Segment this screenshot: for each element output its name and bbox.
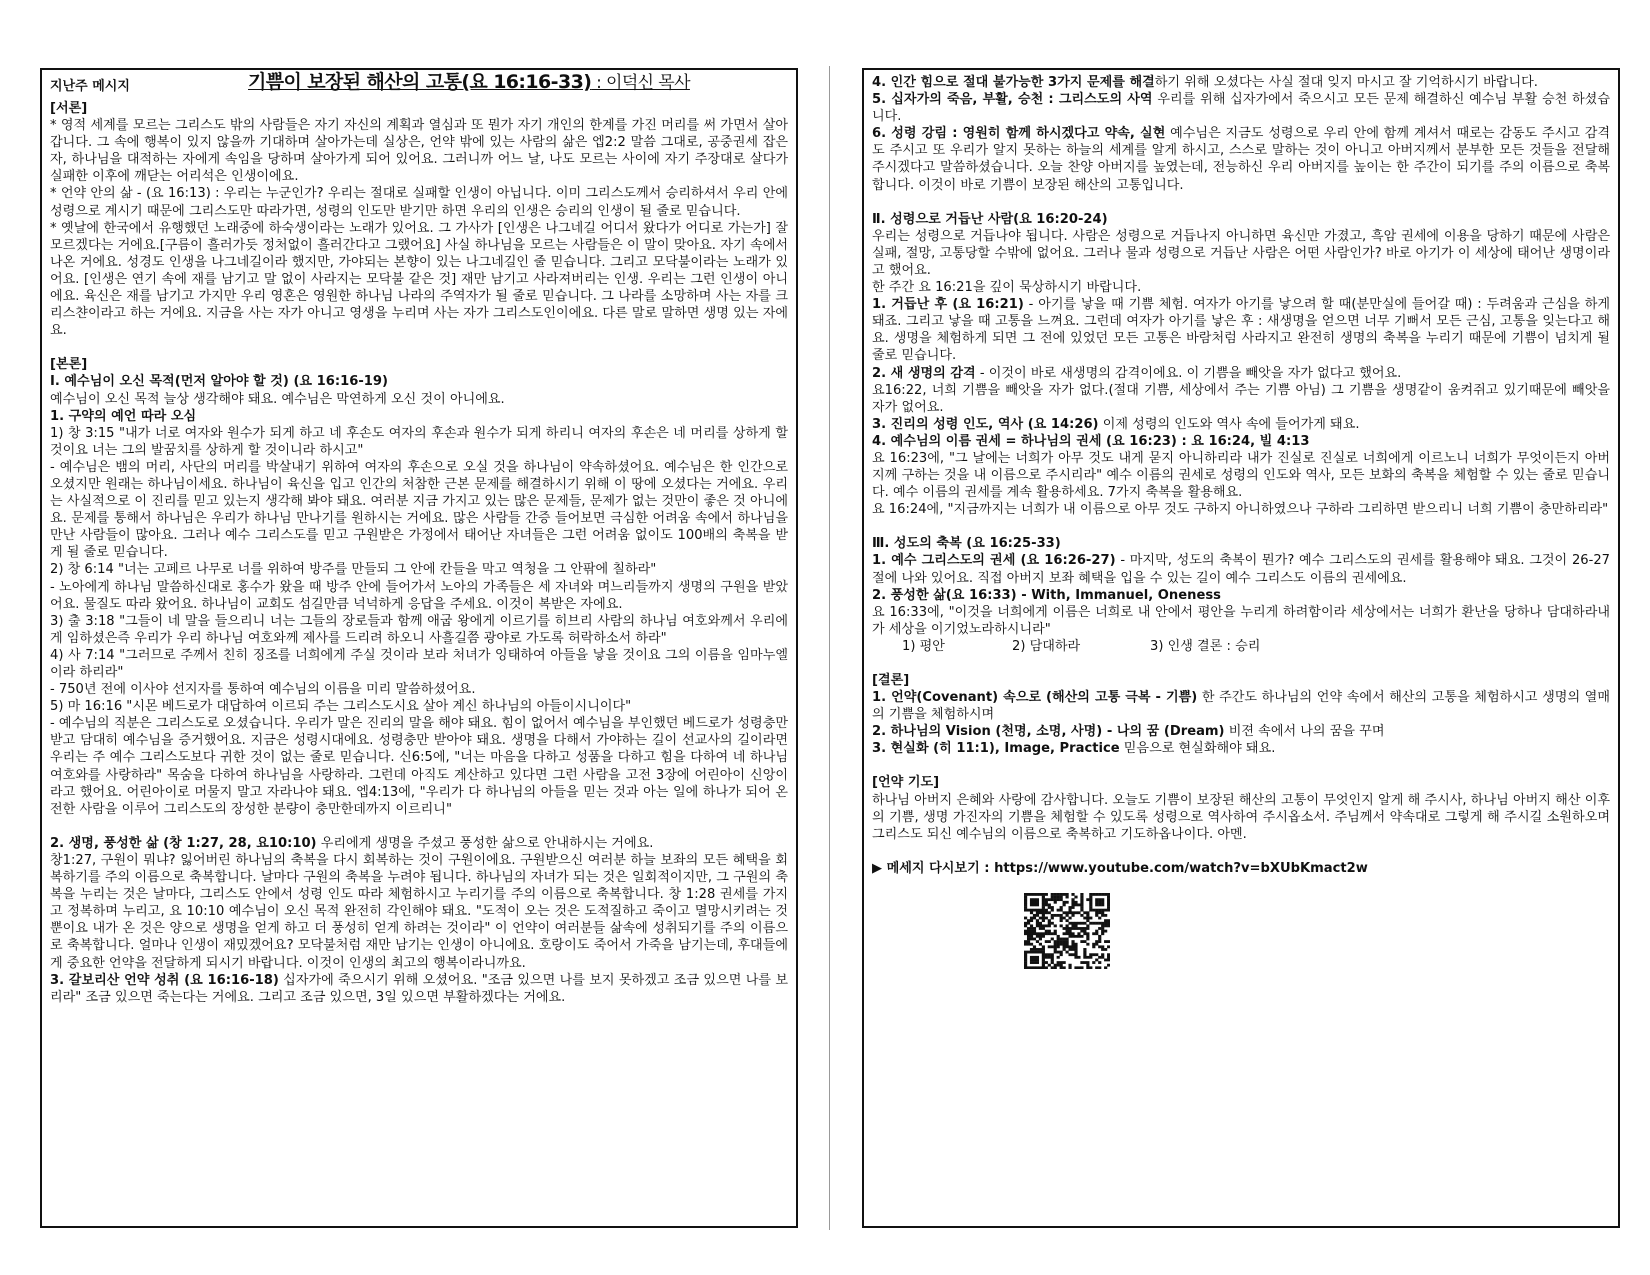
paragraph [872,296,1610,364]
application-item: 3) 인생 결론 : 승리 [1150,638,1261,654]
paragraph-text: - 예수님은 뱀의 머리, 사단의 머리를 박살내기 위하여 여자의 후손으로 오실 것을 하나님이 약속하셨어요. 예수님은 한 인간으로 오셨지만 원래는 하나님이세요. 하나님이 육신을 입고 인간의 처참한 근본 문제를 해결하시기 위해 이 땅에 오셨다는 거에요. 우리는 사실적으로 이 진리를 믿고 있는지 생각해 봐야 돼요. 여러분 지금 가지고 있는 많은 문제들, 문제가 없는 것만이 좋은 것 아니에요. 문제를 통해서 하나님은 우리가 하나님 만나기를 원하시는 거에요. 많은 사람들 간증 들어보면 극심한 어려움 속에서 하나님을 만난 사람들이 많아요. 그러나 예수 그리스도를 믿고 구원받은 가정에서 태어난 자녀들은 그런 어려움 없이도 100배의 축복을 받게 될 줄로 믿습니다. [50,459,788,561]
paragraph [872,689,1610,723]
paragraph [872,792,1610,843]
spacer [50,818,788,835]
sermon-author: : 이덕신 목사 [591,73,690,93]
paragraph [872,450,1610,501]
paragraph [872,552,1610,586]
paragraph-text: - 이것이 바로 새생명의 감격이에요. 이 기쁨을 빼앗을 자가 없다고 했어요. [975,365,1402,381]
paragraph [50,117,788,185]
spacer [50,339,788,356]
paragraph [50,579,788,613]
paragraph [50,647,788,681]
section-heading: [결론] [872,673,910,688]
paragraph-text: - 750년 전에 이사야 선지자를 통하여 예수님의 이름을 미리 말씀하셨어요. [50,682,476,698]
paragraph [50,835,788,852]
paragraph [50,852,788,972]
spacer [872,518,1610,535]
inline-heading: 1. 언약(Covenant) 속으로 (해산의 고통 극복 - 기쁨) [872,690,1198,706]
section-heading: Ⅰ. 예수님이 오신 목적(먼저 알아야 할 것) (요 16:16-19) [50,374,388,390]
paragraph-text: 우리에게 생명을 주셨고 풍성한 삶으로 안내하시는 거에요. [316,835,654,851]
section-heading: Ⅱ. 성령으로 거듭난 사람(요 16:20-24) [872,211,1108,227]
paragraph-text: * 언약 안의 삶 - (요 16:13) : 우리는 누군인가? 우리는 절대로 실패할 인생이 아닙니다. 이미 그리스도께서 승리하셔서 우리 안에 성령으로 계시기 때문에 그리스도만 따라가면, 성령의 인도만 받기만 하면 우리의 인생은 승리의 인생이 될 줄로 믿습니다. [50,186,788,219]
paragraph-text: - 아기를 낳을 때 기쁨 체험. 여자가 아기를 낳으려 할 때(분만실에 들어갈 때) : 두려움과 근심을 하게 돼죠. 그리고 낳을 때 고통을 느껴요. 그런데 여자가 아기를 낳은 후 : 새생명을 얻으면 너무 기뻐서 모든 근심, 고통을 잊는다고 해요. 생명을 체험하게 되면 그 전에 있었던 모든 고통은 바람처럼 사라지고 완전히 생명의 축복을 누리기 때문에 기쁨이 넘치게 될 줄로 믿습니다. [872,297,1610,364]
paragraph [50,715,788,818]
application-item: 2) 담대하라 [1012,638,1081,654]
spacer [872,655,1610,672]
paragraph-text: 우리를 위해 십자가에서 죽으시고 모든 문제 해결하신 예수님 부활 승천 하셨습니다. [872,92,1610,125]
inline-heading: 4. 인간 힘으로 절대 불가능한 3가지 문제를 해결 [872,75,1155,90]
section-heading: ▶ 메세지 다시보기 : https://www.youtube.com/watch?v=bXUbKmact2w [872,860,1368,876]
paragraph [872,279,1610,296]
inline-heading: 2. 하나님의 Vision (천명, 소명, 사명) - 나의 꿈 (Dream) [872,724,1225,740]
paragraph-text: 하기 위해 오셨다는 사실 절대 잊지 마시고 잘 기억하시기 바랍니다. [1154,75,1538,90]
paragraph-text: 우리는 성령으로 거듭나야 됩니다. 사람은 성령으로 거듭나지 아니하면 육신만 가졌고, 흑암 권세에 이용을 당하기 때문에 사람은 실패, 절망, 고통당할 수밖에 없어요. 그러나 물과 성령으로 거듭난 사람은 어떤 사람인가? 바로 아기가 이 세상에 태어난 생명이라고 했어요. [872,228,1610,278]
paragraph [872,91,1610,125]
paragraph-text: 예수님은 지금도 성령으로 우리 안에 함께 계셔서 때로는 감동도 주시고 감격도 주시고 또 우리가 알지 못하는 하늘의 세계를 알게 하시고, 스스로 말하는 것이 아니고 아버지께서 분부한 모든 것들을 전달해 주시겠다고 말씀하셨습니다. 오늘 찬양 아버지를 높였는데, 전능하신 우리 아버지를 높이는 한 주간이 되기를 주의 이름으로 축복합니다. 이것이 바로 기쁨이 보장된 해산의 고통입니다. [872,126,1611,193]
inline-heading: 5. 십자가의 죽음, 부활, 승천 : 그리스도의 사역 [872,92,1153,108]
paragraph [872,382,1610,416]
paragraph-text: 1) 창 3:15 "내가 너로 여자와 원수가 되게 하고 네 후손도 여자의 후손과 원수가 되게 하리니 여자의 후손은 네 머리를 상하게 할 것이요 너는 그의 발꿈치를 상하게 할 것이니라 하시고" [50,425,788,458]
paragraph [872,74,1610,91]
paragraph-text: 5) 마 16:16 "시몬 베드로가 대답하여 이르되 주는 그리스도시요 살아 계신 하나님의 아들이시니이다" [50,699,632,715]
paragraph-text: 이제 성령의 인도와 역사 속에 들어가게 돼요. [1098,416,1360,432]
paragraph [50,459,788,562]
message-header [50,71,788,100]
right-column [862,68,1620,1228]
inline-heading: 1. 거듭난 후 (요 16:21) [872,297,1024,313]
paragraph-text: 예수님이 오신 목적 늘상 생각해야 돼요. 예수님은 막연하게 오신 것이 아니에요. [50,391,505,407]
paragraph [872,740,1610,757]
paragraph [50,613,788,647]
application-item: 1) 평안 [902,638,945,654]
section-label: 지난주 메시지 [50,79,130,94]
paragraph [872,365,1610,382]
section-heading: [서론] [50,101,88,116]
inline-heading: 6. 성령 강림 : 영원히 함께 하시겠다고 약속, 실현 [872,126,1166,142]
spacer [872,194,1610,211]
paragraph [50,391,788,408]
paragraph-text: 요 16:24에, "지금까지는 너희가 내 이름으로 아무 것도 구하지 아니하였으나 구하라 그리하면 받으리니 너희 기쁨이 충만하리라" [872,502,1609,518]
paragraph-text: 2) 창 6:14 "너는 고페르 나무로 너를 위하여 방주를 만들되 그 안에 칸들을 막고 역청을 그 안팎에 칠하라" [50,562,657,578]
paragraph-text: - 마지막, 성도의 축복이 뭔가? 예수 그리스도의 권세를 활용해야 돼요. 그것이 26-27절에 나와 있어요. 직접 아버지 보좌 혜택을 입을 수 있는 길이 예수 그리스도 이름의 권세에요. [872,553,1610,586]
right-body [872,74,1610,969]
paragraph-text: 요16:22, 너희 기쁨을 빼앗을 자가 없다.(절대 기쁨, 세상에서 주는 기쁨 아님) 그 기쁨을 생명같이 움켜쥐고 있기때문에 빼앗을 자가 없어요. [872,382,1610,415]
paragraph [872,125,1610,193]
paragraph-text: 믿음으로 현실화해야 돼요. [1119,741,1276,757]
paragraph-text: 하나님 아버지 은혜와 사랑에 감사합니다. 오늘도 기쁨이 보장된 해산의 고통이 무엇인지 알게 해 주시사, 하나님 아버지 해산 이후의 기쁨, 생명 가진자의 기쁨을 체험할 수 있도록 성령으로 역사하여 주시옵소서. 주님께서 약속대로 그렇게 해 주시길 소원하오며 그리스도 되신 예수님의 이름으로 축복하고 기도하옵나이다. 아멘. [872,792,1610,842]
page-divider [829,66,830,1230]
paragraph [872,416,1610,433]
paragraph-text: 비젼 속에서 나의 꿈을 꾸며 [1224,724,1385,740]
qr-code-icon [872,893,1610,969]
paragraph-text: * 영적 세계를 모르는 그리스도 밖의 사람들은 자기 자신의 계획과 열심과 또 뭔가 자기 개인의 한계를 가진 머리를 써 가면서 살아갑니다. 그 속에 행복이 있지 않을까 기대하며 살아가는데 실상은, 언약 밖에 있는 사람의 삶은 엡2:2 말씀 그대로, 공중권세 잡은자, 하나님을 대적하는 자에게 속임을 당하며 살아가게 되어 있어요. 그러니까 어느 날, 나도 모르는 사이에 자기 주장대로 살다가 실패한 이후에 깨닫는 어리석은 인생이에요. [50,118,788,185]
section-heading: [본론] [50,357,88,373]
application-list [872,638,1610,655]
section-heading: 4. 예수님의 이름 권세 = 하나님의 권세 (요 16:23) : 요 16:24, 빌 4:13 [872,433,1310,449]
paragraph-text: * 옛날에 한국에서 유행했던 노래중에 하숙생이라는 노래가 있어요. 그 가사가 [인생은 나그네길 어디서 왔다가 어디로 가는가] 잘 모르겠다는 거에요.[구름이 흘러가듯 정처없이 흘러간다고 그랬어요] 사실 하나님을 모르는 사람들은 이 말이 맞아요. 자기 속에서 나온 거에요. 성경도 인생을 나그네길이라 했지만, 가야되는 본향이 있는 나그네길인 줄 믿습니다. 그리고 모닥불이라는 노래가 있어요. [인생은 연기 속에 재를 남기고 말 없이 사라지는 모닥불 같은 것] 재만 남기고 사라져버리는 인생. 우리는 그런 인생이 아니에요. 육신은 재를 남기고 가지만 우리 영혼은 영원한 하나님 나라의 주역자가 될 줄로 믿습니다. 그 나라를 소망하며 사는 자를 크리스챤이라고 하는 거에요. 지금을 사는 자가 아니고 영생을 누리며 사는 자가 그리스도인이에요. 다른 말로 말하면 생명 있는 자에요. [50,220,788,339]
paragraph-text: 요 16:33에, "이것을 너희에게 이름은 너희로 내 안에서 평안을 누리게 하려함이라 세상에서는 너희가 환난을 당하나 담대하라내가 세상을 이기었노라하시니라" [872,604,1610,637]
paragraph [872,723,1610,740]
paragraph [50,185,788,219]
paragraph-text: - 노아에게 하나님 말씀하신대로 홍수가 왔을 때 방주 안에 들어가서 노아의 가족들은 세 자녀와 며느리들까지 생명의 구원을 받았어요. 물질도 따라 왔어요. 하나님이 교회도 섬길만큼 넉넉하게 응답을 주세요. 이것이 복받은 자에요. [50,579,788,612]
paragraph-text: 4) 사 7:14 "그러므로 주께서 친히 징조를 너희에게 주실 것이라 보라 처녀가 잉태하여 아들을 낳을 것이요 그의 이름을 임마누엘이라 하리라" [50,647,788,680]
inline-heading: 3. 진리의 성령 인도, 역사 (요 14:26) [872,416,1099,432]
paragraph [50,698,788,715]
left-column [40,68,798,1228]
spacer [872,843,1610,860]
section-heading: Ⅲ. 성도의 축복 (요 16:25-33) [872,536,1061,552]
section-heading: 1. 구약의 예언 따라 오심 [50,408,197,424]
inline-heading: 3. 현실화 (히 11:1), Image, Practice [872,741,1120,757]
inline-heading: 2. 생명, 풍성한 삶 (창 1:27, 28, 요10:10) [50,835,317,851]
inline-heading: 3. 갈보리산 언약 성취 (요 16:16-18) [50,972,279,988]
paragraph [50,972,788,1006]
paragraph [50,425,788,459]
paragraph-text: - 예수님의 직분은 그리스도로 오셨습니다. 우리가 말은 진리의 말을 해야 돼요. 힘이 없어서 예수님을 부인했던 베드로가 성령충만 받고 담대히 예수님을 증거했어요. 지금은 성령시대에요. 성령충만 받아야 돼요. 생명을 다해서 가야하는 길이 선교사의 길이라면 우리는 주 예수 그리스도보다 귀한 것이 없는 줄로 믿습니다. 신6:5에, "너는 마음을 다하고 성품을 다하고 힘을 다하여 네 하나님 여호와를 사랑하라" 목숨을 다하여 하나님을 사랑하라. 그런데 아직도 계산하고 있다면 그런 사람을 고전 3장에 어린아이 신앙이라고 했어요. 어린아이로 머물지 말고 자라나야 돼요. 엡4:13에, "우리가 다 하나님의 아들을 믿는 것과 아는 일에 하나가 되어 온전한 사람을 이루어 그리스도의 장성한 분량이 충만한데까지 이르리니" [50,716,788,817]
left-body [50,100,788,1006]
sermon-title: 기쁨이 보장된 해산의 고통(요 16:16-33) : 이덕신 목사 [248,71,690,93]
paragraph-text: 한 주간 요 16:21을 깊이 묵상하시기 바랍니다. [872,280,1142,296]
inline-heading: 2. 새 생명의 감격 [872,365,976,381]
section-heading: [언약 기도] [872,775,940,791]
paragraph-text: 십자가에 죽으시기 위해 오셨어요. "조금 있으면 나를 보지 못하겠고 조금 있으면 나를 보리라" 조금 있으면 죽는다는 거에요. 그리고 조금 있으면, 3일 있으면 부활하겠다는 거에요. [50,972,788,1005]
paragraph [872,501,1610,518]
section-heading: 2. 풍성한 삶(요 16:33) - With, Immanuel, Oneness [872,587,1221,603]
paragraph-text: 요 16:23에, "그 날에는 너희가 아무 것도 내게 묻지 아니하리라 내가 진실로 진실로 너희에게 이르노니 너희가 무엇이든지 아버지께 구하는 것을 내 이름으로 주시리라" 예수 이름의 권세로 성령의 인도와 역사, 모든 보화의 축복을 체험할 수 있는 줄로 믿습니다. 예수 이름의 권세를 계속 활용하세요. 7가지 축복을 활용해요. [872,450,1610,501]
paragraph-text: 한 주간도 하나님의 언약 속에서 해산의 고통을 체험하시고 생명의 열매의 기쁨을 체험하시며 [872,690,1610,723]
paragraph [50,561,788,578]
paragraph-text: 3) 출 3:18 "그들이 네 말을 들으리니 너는 그들의 장로들과 함께 애굽 왕에게 이르기를 히브리 사람의 하나님 여호와께서 우리에게 임하셨은즉 우리가 우리 하나님 여호와께 제사를 드리려 하오니 사흘길쯤 광야로 가도록 허락하소서 하라" [50,613,788,646]
paragraph [50,681,788,698]
paragraph [872,228,1610,279]
paragraph-text: 창1:27, 구원이 뭐냐? 잃어버린 하나님의 축복을 다시 회복하는 것이 구원이에요. 구원받으신 여러분 하늘 보좌의 모든 혜택을 회복하기를 주의 이름으로 축복합니다. 날마다 구원의 축복을 누려야 됩니다. 하나님의 자녀가 되는 것은 일회적이지만, 그 구원의 축복을 누리는 것은 날마다, 그리스도 안에서 성령 인도 따라 체험하시고 누리기를 주의 이름으로 축복합니다. 창 1:28 권세를 가지고 정복하며 누리고, 요 10:10 예수님이 오신 목적 완전히 각인해야 돼요. "도적이 오는 것은 도적질하고 죽이고 멸망시키려는 것뿐이요 내가 온 것은 양으로 생명을 얻게 하고 더 풍성히 얻게 하려는 것이라" 이 언약이 여러분들 삶속에 성취되기를 주의 이름으로 축복합니다. 얼마나 인생이 재밌겠어요? 모닥불처럼 재만 남기는 인생이 아니에요. 호랑이도 죽어서 가죽을 남기는데, 후대들에게 중요한 언약을 전달하게 되시기 바랍니다. 이것이 인생의 최고의 행복이라니까요. [50,852,788,971]
paragraph [50,220,788,340]
inline-heading: 1. 예수 그리스도의 권세 (요 16:26-27) [872,553,1116,569]
spacer [872,757,1610,774]
paragraph [872,604,1610,638]
